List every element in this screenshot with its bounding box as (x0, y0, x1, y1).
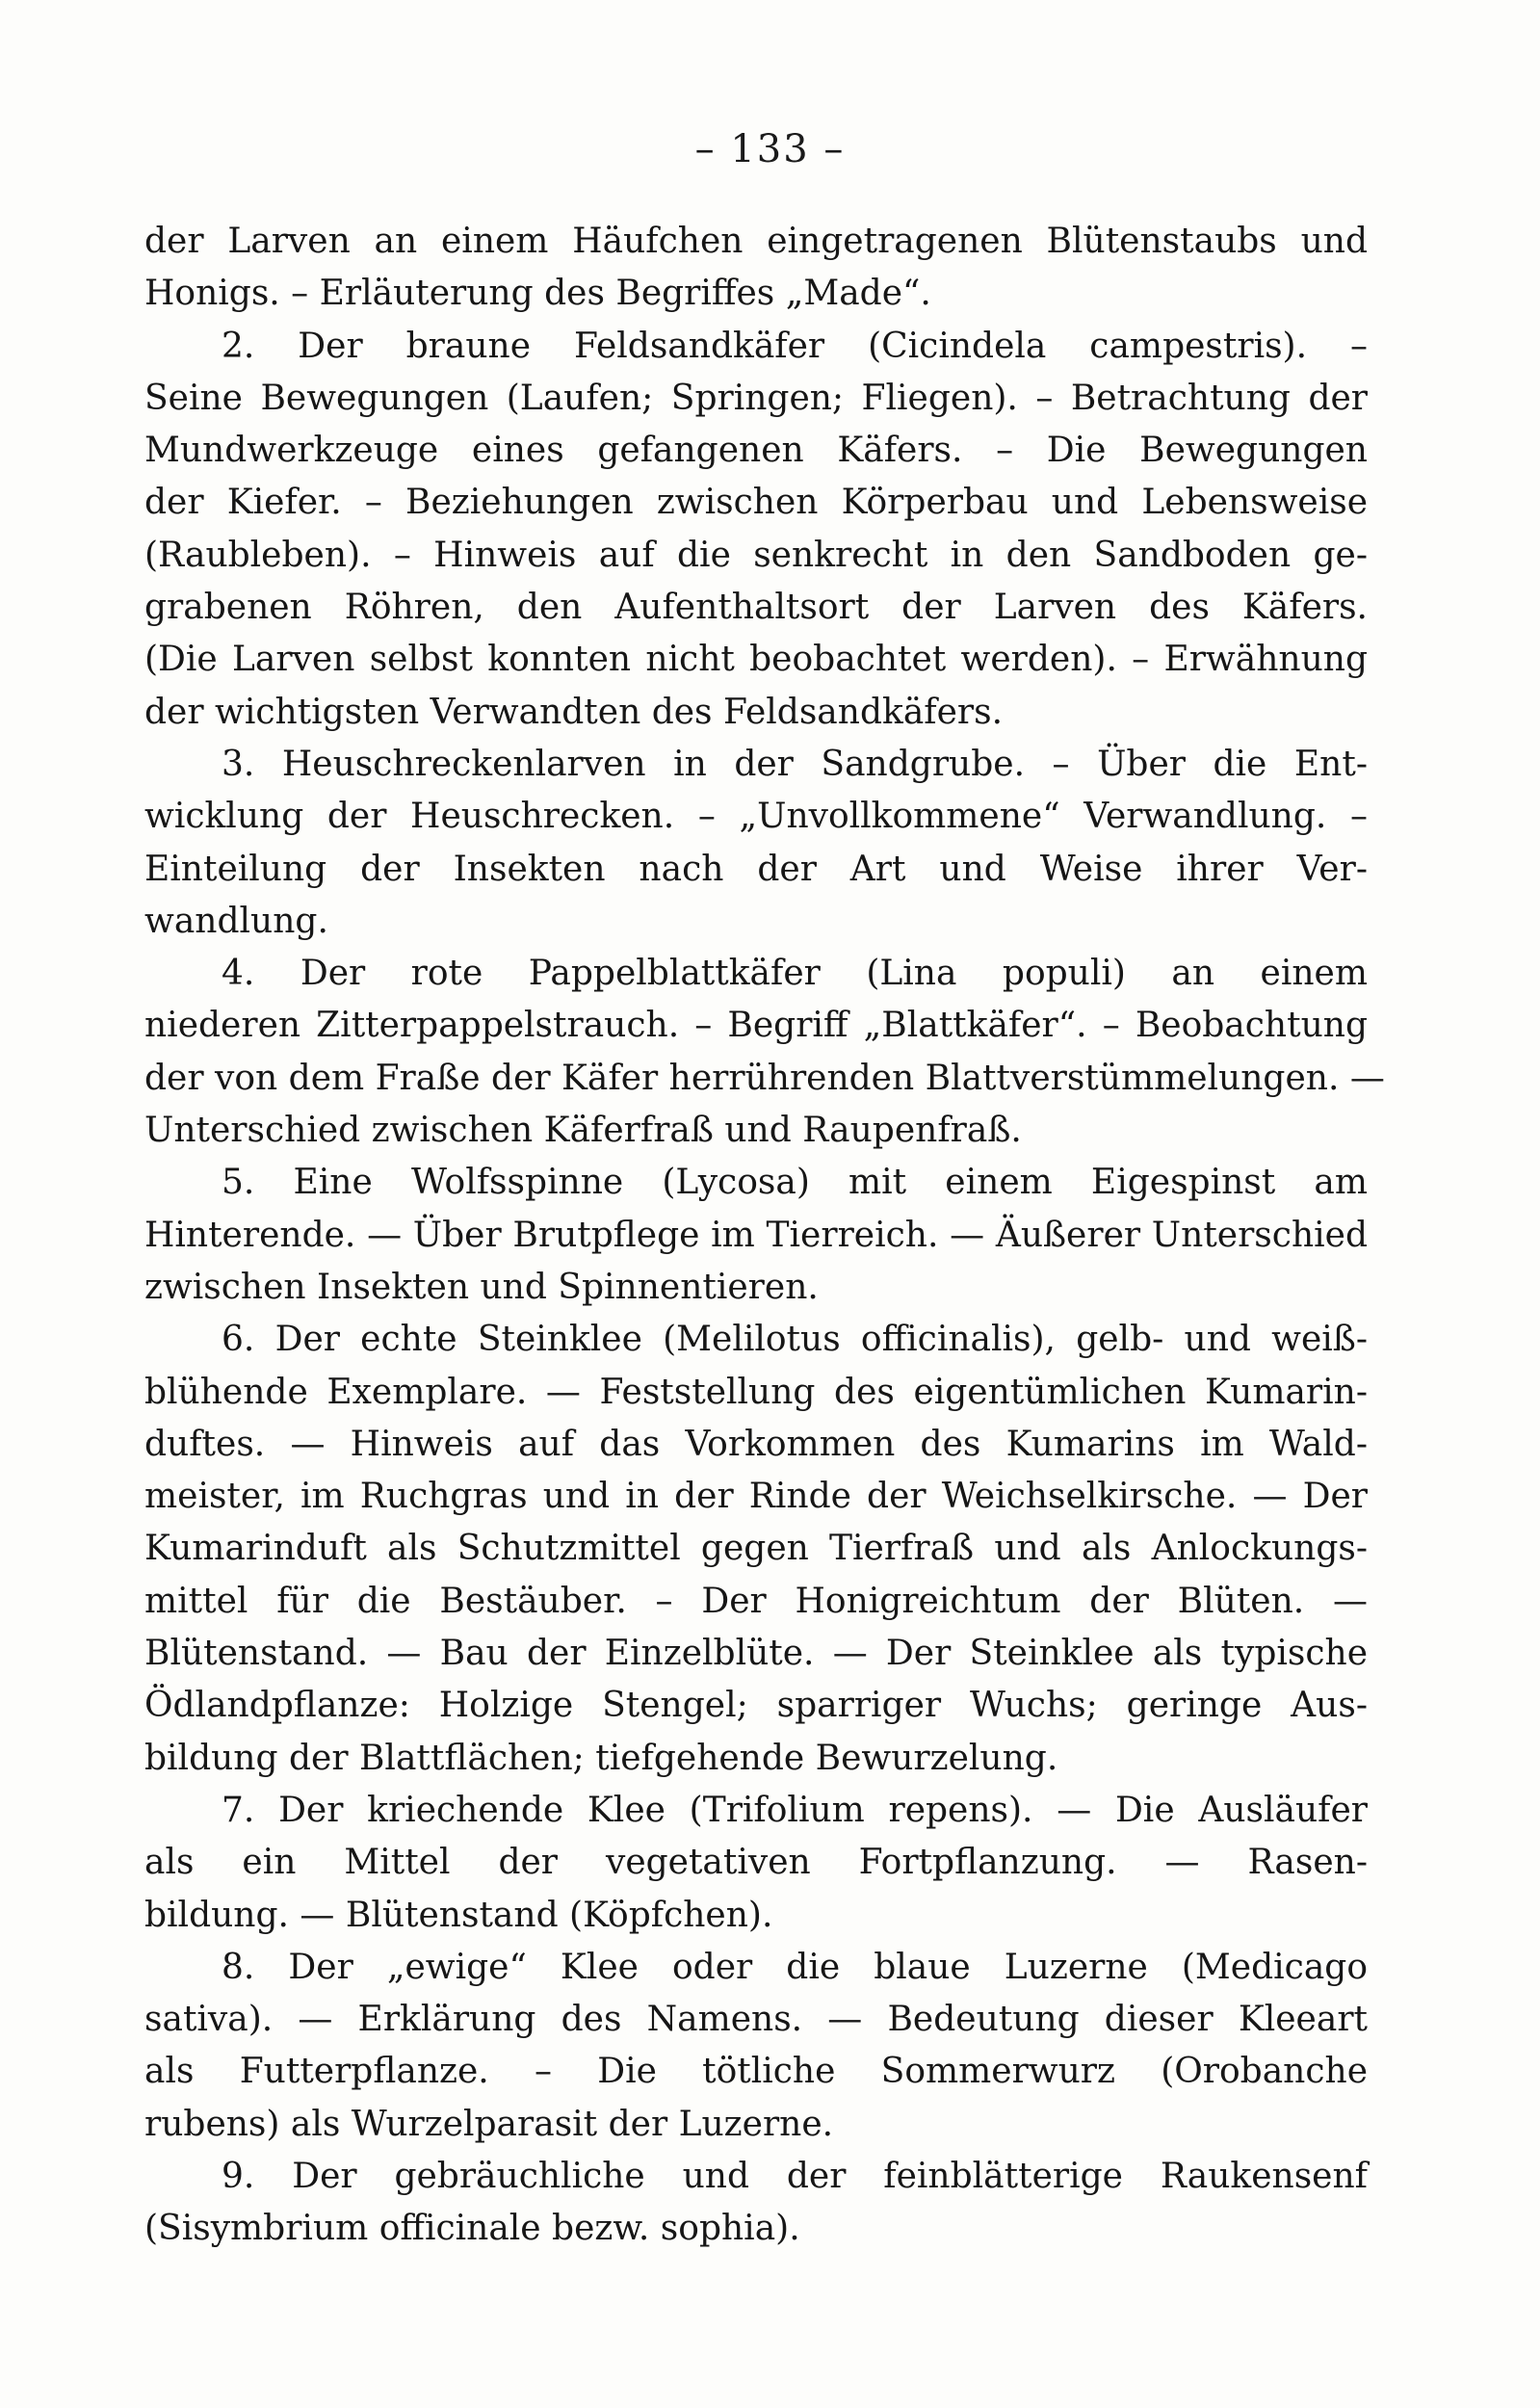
text-line: Einteilung der Insekten nach der Art und Weise ihrer Ver- (144, 849, 1368, 889)
text-line: duftes. — Hinweis auf das Vorkommen des Kumarins im Wald- (144, 1424, 1368, 1464)
text-line: blühende Exemplare. — Feststellung des eigentümlichen Kumarin- (144, 1372, 1368, 1412)
text-line: meister, im Ruchgras und in der Rinde der Weichselkirsche. — Der (144, 1477, 1368, 1517)
text-line: Mundwerkzeuge eines gefangenen Käfers. – Die Bewegungen (144, 431, 1368, 471)
text-line: wicklung der Heuschrecken. – „Unvollkommene“ Verwandlung. – (144, 797, 1368, 837)
text-line: der Kiefer. – Beziehungen zwischen Körperbau und Lebensweise (144, 483, 1368, 523)
text-line: (Die Larven selbst konnten nicht beobachtet werden). – Erwähnung (144, 640, 1368, 680)
text-line: 4. Der rote Pappelblattkäfer (Lina populi) an einem (222, 954, 1368, 994)
text-line: 8. Der „ewige“ Klee oder die blaue Luzerne (Medicago (222, 1947, 1368, 1987)
text-line: 3. Heuschreckenlarven in der Sandgrube. – Über die Ent- (222, 744, 1368, 784)
text-line: Honigs. – Erläuterung des Begriffes „Made“. (144, 274, 931, 314)
text-line: Ödlandpflanze: Holzige Stengel; sparriger Wuchs; geringe Aus- (144, 1686, 1368, 1726)
text-line: zwischen Insekten und Spinnentieren. (144, 1267, 819, 1307)
page-number: – 133 – (694, 127, 846, 171)
text-line: 7. Der kriechende Klee (Trifolium repens). — Die Ausläufer (222, 1790, 1368, 1830)
text-line: als ein Mittel der vegetativen Fortpflanzung. — Rasen- (144, 1843, 1368, 1883)
text-line: Unterschied zwischen Käferfraß und Raupenfraß. (144, 1111, 1022, 1151)
text-line: (Raubleben). – Hinweis auf die senkrecht in den Sandboden ge- (144, 535, 1368, 575)
text-line: niederen Zitterpappelstrauch. – Begriff „Blattkäfer“. – Beobachtung (144, 1006, 1368, 1046)
text-line: der Larven an einem Häufchen eingetragenen Blütenstaubs und (144, 222, 1368, 261)
text-line: 9. Der gebräuchliche und der feinblätterige Raukensenf (222, 2156, 1368, 2196)
text-line: Kumarinduft als Schutzmittel gegen Tierfraß und als Anlockungs- (144, 1529, 1368, 1569)
text-line: Blütenstand. — Bau der Einzelblüte. — Der Steinklee als typische (144, 1634, 1368, 1674)
text-line: als Futterpflanze. – Die tötliche Sommerwurz (Orobanche (144, 2052, 1368, 2092)
text-line: Hinterende. — Über Brutpflege im Tierreich. — Äußerer Unterschied (144, 1215, 1368, 1255)
text-line: der von dem Fraße der Käfer herrührenden Blattverstümmelungen. — (144, 1058, 1385, 1098)
text-line: rubens) als Wurzelparasit der Luzerne. (144, 2104, 834, 2144)
text-line: (Sisymbrium officinale bezw. sophia). (144, 2209, 800, 2249)
text-line: der wichtigsten Verwandten des Feldsandkäfers. (144, 692, 1004, 732)
body-text (144, 216, 1385, 2256)
text-line: bildung. — Blütenstand (Köpfchen). (144, 1895, 773, 1935)
text-line: 5. Eine Wolfsspinne (Lycosa) mit einem Eigespinst am (222, 1163, 1368, 1203)
text-line: 2. Der braune Feldsandkäfer (Cicindela campestris). – (222, 326, 1368, 366)
text-line: 6. Der echte Steinklee (Melilotus officinalis), gelb- und weiß- (222, 1320, 1368, 1360)
text-line: Seine Bewegungen (Laufen; Springen; Fliegen). – Betrachtung der (144, 378, 1368, 418)
text-line: sativa). — Erklärung des Namens. — Bedeutung dieser Kleeart (144, 2000, 1368, 2040)
text-line: grabenen Röhren, den Aufenthaltsort der Larven des Käfers. (144, 588, 1368, 628)
text-line: bildung der Blattflächen; tiefgehende Bewurzelung. (144, 1738, 1058, 1778)
text-line: mittel für die Bestäuber. – Der Honigreichtum der Blüten. — (144, 1581, 1368, 1621)
text-line: wandlung. (144, 901, 328, 941)
